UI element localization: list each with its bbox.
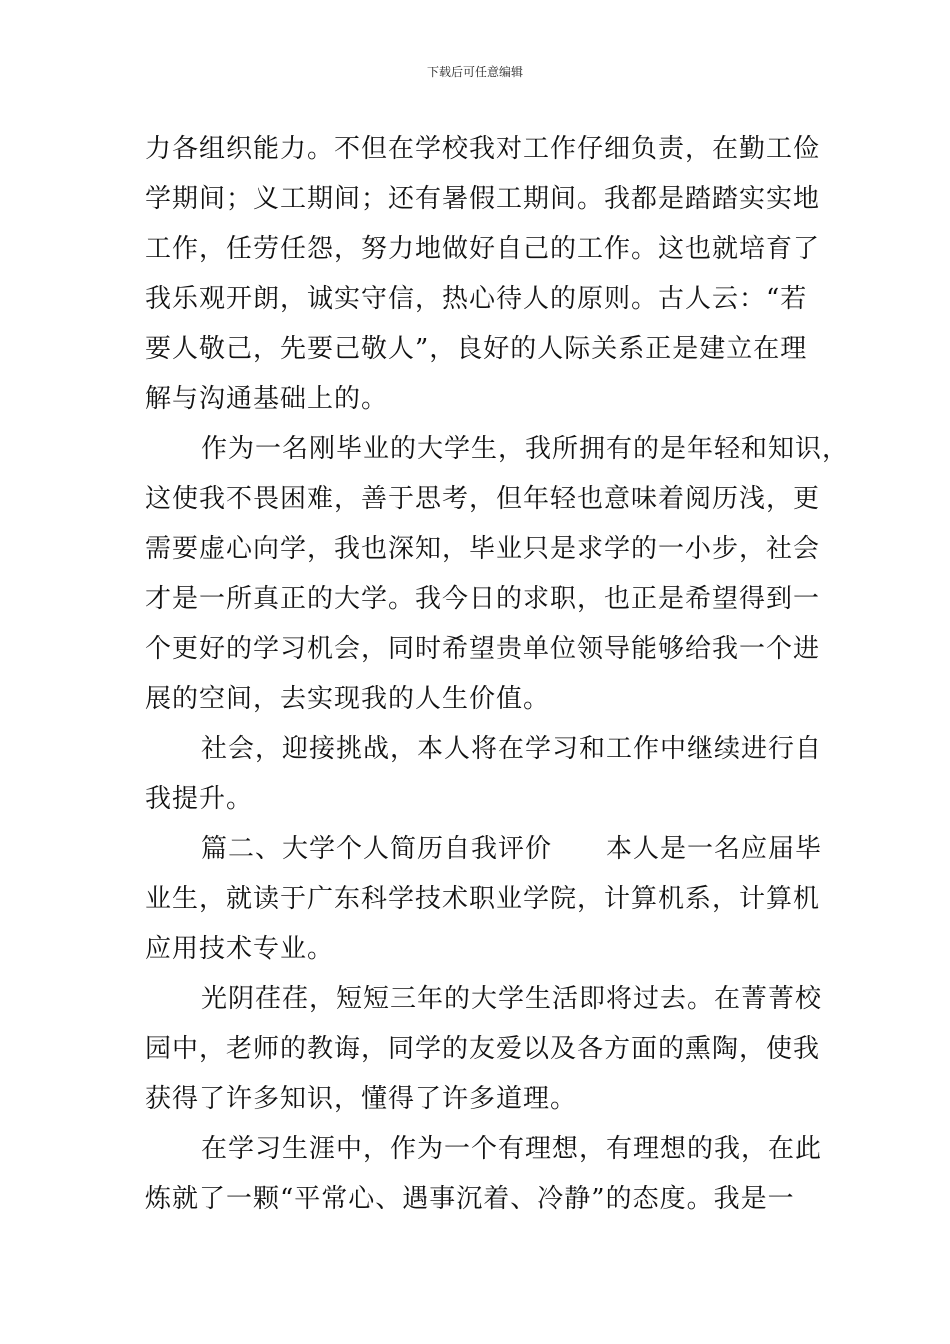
text-line: 篇二、大学个人简历自我评价 本人是一名应届毕 [201, 834, 823, 864]
text-line: 炼就了一颗“平常心、遇事沉着、冷静”的态度。我是一 [145, 1184, 795, 1214]
text-line: 展的空间，去实现我的人生价值。 [145, 684, 551, 714]
paragraph-3 [145, 724, 823, 824]
text-line: 才是一所真正的大学。我今日的求职，也正是希望得到一 [145, 584, 821, 614]
text-line: 解与沟通基础上的。 [145, 384, 389, 414]
document-body [145, 124, 850, 1224]
text-line: 我提升。 [145, 784, 254, 814]
text-line: 学期间；义工期间；还有暑假工期间。我都是踏踏实实地 [145, 184, 821, 214]
text-line: 园中，老师的教诲，同学的友爱以及各方面的熏陶，使我 [145, 1034, 821, 1064]
text-line: 获得了许多知识，懂得了许多道理。 [145, 1084, 578, 1114]
text-line: 社会，迎接挑战，本人将在学习和工作中继续进行自 [201, 734, 823, 764]
paragraph-4 [145, 824, 823, 974]
text-line: 个更好的学习机会，同时希望贵单位领导能够给我一个进 [145, 634, 821, 664]
text-line: 业生，就读于广东科学技术职业学院，计算机系，计算机 [145, 884, 821, 914]
text-line: 工作，任劳任怨，努力地做好自己的工作。这也就培育了 [145, 234, 821, 264]
text-line: 力各组织能力。不但在学校我对工作仔细负责，在勤工俭 [145, 134, 821, 164]
text-line: 要人敬己，先要己敬人”，良好的人际关系正是建立在理 [145, 334, 808, 364]
paragraph-1 [145, 124, 821, 424]
text-line: 需要虚心向学，我也深知，毕业只是求学的一小步，社会 [145, 534, 821, 564]
text-line: 在学习生涯中，作为一个有理想，有理想的我，在此 [201, 1134, 823, 1164]
text-line: 这使我不畏困难，善于思考，但年轻也意味着阅历浅，更 [145, 484, 821, 514]
paragraph-6 [145, 1124, 823, 1224]
text-line: 作为一名刚毕业的大学生，我所拥有的是年轻和知识， [201, 434, 850, 464]
paragraph-2 [145, 424, 850, 724]
text-line: 我乐观开朗，诚实守信，热心待人的原则。古人云：“若 [145, 284, 808, 314]
paragraph-5 [145, 974, 823, 1124]
text-line: 光阴荏荏，短短三年的大学生活即将过去。在菁菁校 [201, 984, 823, 1014]
page-header-note: 下载后可任意编辑 [426, 65, 523, 79]
text-line: 应用技术专业。 [145, 934, 335, 964]
